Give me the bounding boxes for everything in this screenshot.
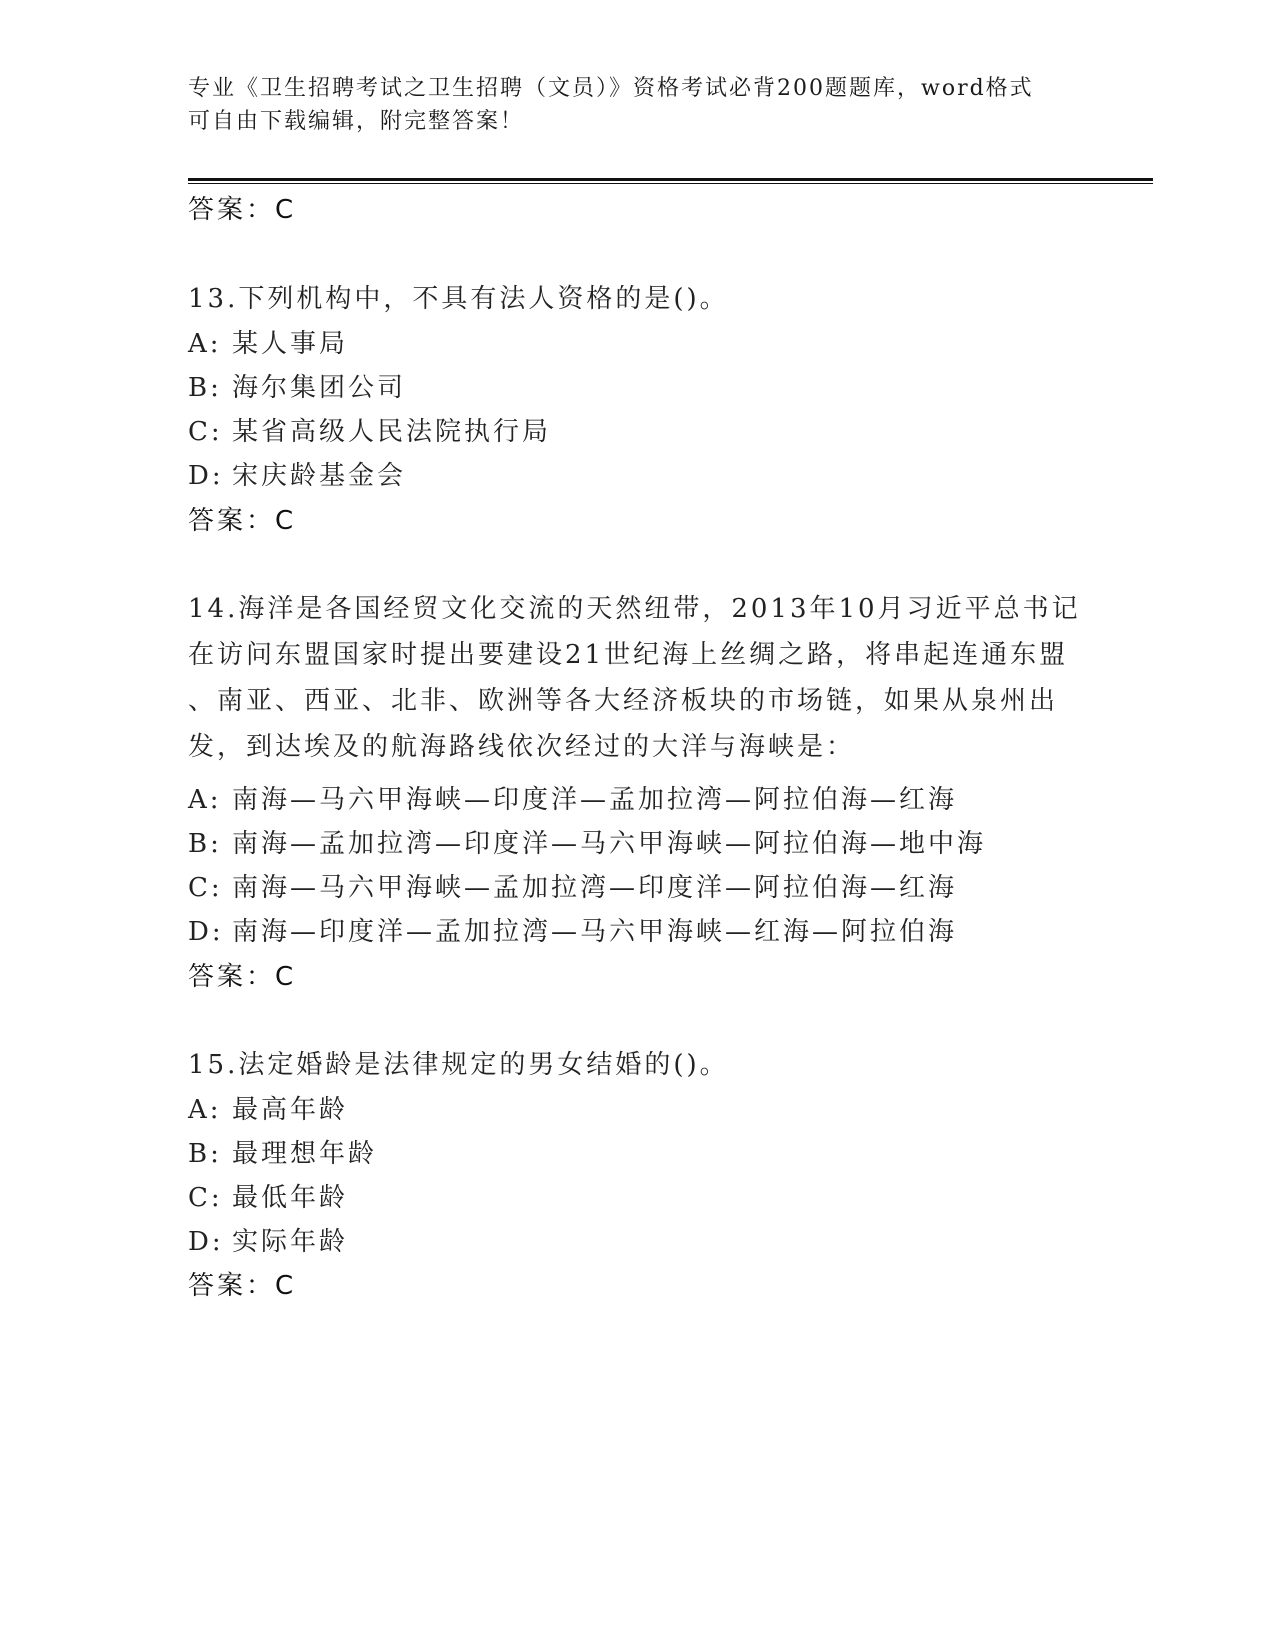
document-header bbox=[188, 72, 1068, 138]
option-letter: B: bbox=[188, 373, 222, 403]
question-stem-line: 15.法定婚龄是法律规定的男女结婚的()。 bbox=[188, 1050, 729, 1080]
question-14-option-d bbox=[188, 916, 1088, 948]
option-letter: B: bbox=[188, 1139, 222, 1169]
option-letter: A: bbox=[188, 785, 222, 815]
question-13-answer: 答案：C bbox=[188, 506, 297, 536]
option-letter: B: bbox=[188, 829, 222, 859]
question-15-answer: 答案：C bbox=[188, 1271, 297, 1301]
question-14-option-c bbox=[188, 872, 1088, 904]
option-text: 南海—印度洋—孟加拉湾—马六甲海峡—红海—阿拉伯海 bbox=[232, 917, 958, 947]
header-line-2: 可自由下载编辑，附完整答案！ bbox=[188, 109, 525, 134]
question-stem-line: 在访问东盟国家时提出要建设21世纪海上丝绸之路，将串起连通东盟 bbox=[188, 640, 1069, 670]
question-stem-line: 14.海洋是各国经贸文化交流的天然纽带，2013年10月习近平总书记 bbox=[188, 594, 1081, 624]
header-divider-thick bbox=[188, 178, 1153, 181]
question-14-stem bbox=[188, 586, 1088, 770]
question-14-answer: 答案：C bbox=[188, 962, 297, 992]
option-letter: D: bbox=[188, 917, 224, 947]
option-letter: C: bbox=[188, 417, 223, 447]
option-letter: A: bbox=[188, 1095, 222, 1125]
question-stem-line: 13.下列机构中，不具有法人资格的是()。 bbox=[188, 284, 729, 314]
question-14-option-a bbox=[188, 784, 1088, 816]
option-text: 最高年龄 bbox=[232, 1095, 349, 1125]
option-letter: A: bbox=[188, 329, 222, 359]
option-letter: D: bbox=[188, 1227, 224, 1257]
question-stem-line: 、南亚、西亚、北非、欧洲等各大经济板块的市场链，如果从泉州出 bbox=[188, 686, 1059, 716]
question-13-stem bbox=[188, 276, 1088, 322]
option-text: 某人事局 bbox=[232, 329, 349, 359]
question-13-option-c bbox=[188, 416, 1088, 448]
question-15-option-b bbox=[188, 1138, 1088, 1170]
question-13-option-d bbox=[188, 460, 1088, 492]
option-text: 最低年龄 bbox=[232, 1183, 349, 1213]
question-14-option-b bbox=[188, 828, 1088, 860]
header-divider-thin bbox=[188, 183, 1153, 184]
question-13-option-a bbox=[188, 328, 1088, 360]
question-15-option-a bbox=[188, 1094, 1088, 1126]
question-stem-line: 发，到达埃及的航海路线依次经过的大洋与海峡是： bbox=[188, 732, 856, 762]
option-text: 南海—马六甲海峡—印度洋—孟加拉湾—阿拉伯海—红海 bbox=[232, 785, 958, 815]
option-text: 最理想年龄 bbox=[232, 1139, 378, 1169]
previous-answer: 答案：C bbox=[188, 195, 297, 225]
header-line-1: 专业《卫生招聘考试之卫生招聘（文员）》资格考试必背200题题库，word格式 bbox=[188, 76, 1034, 101]
question-13-option-b bbox=[188, 372, 1088, 404]
question-15-stem bbox=[188, 1042, 1088, 1088]
option-text: 海尔集团公司 bbox=[232, 373, 407, 403]
option-letter: D: bbox=[188, 461, 224, 491]
option-text: 南海—马六甲海峡—孟加拉湾—印度洋—阿拉伯海—红海 bbox=[232, 873, 958, 903]
option-text: 宋庆龄基金会 bbox=[232, 461, 407, 491]
question-15-option-c bbox=[188, 1182, 1088, 1214]
option-letter: C: bbox=[188, 1183, 223, 1213]
option-text: 南海—孟加拉湾—印度洋—马六甲海峡—阿拉伯海—地中海 bbox=[232, 829, 987, 859]
option-text: 实际年龄 bbox=[232, 1227, 349, 1257]
question-15-option-d bbox=[188, 1226, 1088, 1258]
option-letter: C: bbox=[188, 873, 223, 903]
option-text: 某省高级人民法院执行局 bbox=[232, 417, 552, 447]
